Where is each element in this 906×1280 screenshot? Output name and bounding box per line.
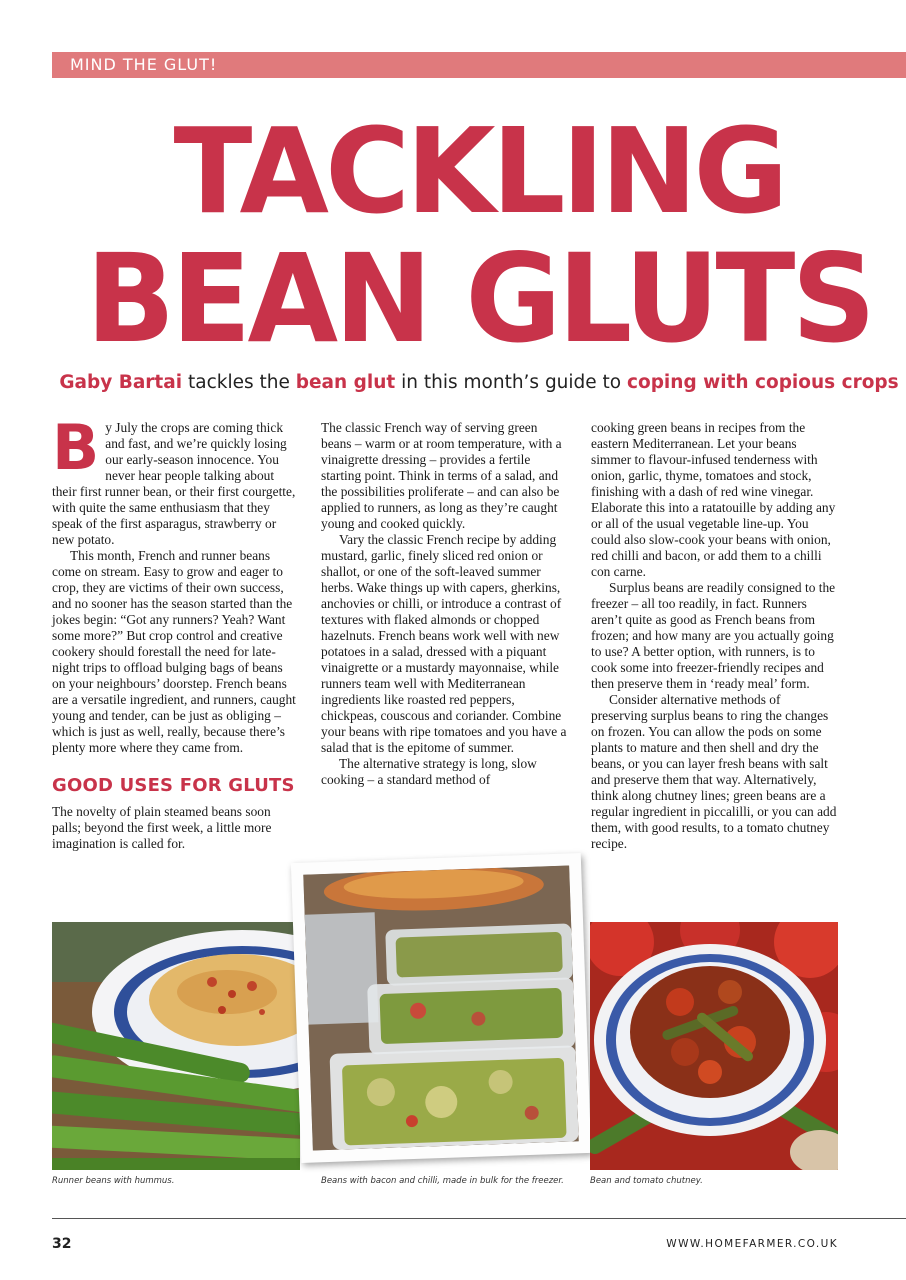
photo-freezer-tubs — [291, 853, 591, 1163]
paragraph-text: y July the crops are coming thick and fast, and we’re quickly losing our early-season innocence. You never hear people talking about their first runner bean, or their first courgette, with quite the same enthusiasm that they speak of the first asparagus, strawberry or new potato. — [52, 420, 296, 547]
body-column-3 — [591, 420, 838, 852]
standfirst-topic: bean glut — [295, 372, 396, 393]
body-paragraph: The classic French way of serving green beans – warm or at room temperature, with a vinaigrette dressing – provides a fertile starting point. Think in terms of a salad, and the possibilities proliferate – and can also be applied to runners, as long as they’re caught young and cooked quickly. — [321, 420, 562, 531]
body-paragraph: The alternative strategy is long, slow cooking – a standard method of — [321, 756, 537, 787]
body-paragraph: Surplus beans are readily consigned to the freezer – all too readily, in fact. Runners aren’t quite as good as French beans from frozen; and how many are you actually going to use? A better option, with runners, is to cook some into freezer-friendly recipes and then preserve them in ‘ready meal’ form. — [591, 580, 836, 691]
page-number: 32 — [52, 1236, 72, 1252]
section-bar — [52, 52, 906, 78]
author-name: Gaby Bartai — [59, 372, 183, 393]
section-label: MIND THE GLUT! — [70, 55, 218, 74]
body-paragraph: Consider alternative methods of preserving surplus beans to ring the changes on frozen. You can allow the pods on some plants to mature and then shell and dry the beans, or you can layer fresh beans with salt and preserve them that way. Alternatively, think along chutney lines; green beans are a regular ingredient in piccalilli, or you can add them, with good results, to a tomato chutney recipe. — [591, 692, 837, 851]
body-paragraph: Vary the classic French recipe by adding mustard, garlic, finely sliced red onion or shallot, or one of the soft-leaved summer herbs. Wake things up with capers, gherkins, anchovies or chilli, or introduce a contrast of textures with flaked almonds or chopped hazelnuts. French beans work well with new potatoes in a salad, dressed with a piquant vinaigrette or a mustardy mayonnaise, while runners team well with Mediterranean ingredients like roasted red peppers, chickpeas, couscous and coriander. Combine your beans with ripe tomatoes and you have a salad that is the epitome of summer. — [321, 532, 567, 755]
caption-photo-3: Bean and tomato chutney. — [590, 1176, 703, 1186]
photo-runner-beans-hummus — [52, 922, 300, 1170]
body-column-2 — [321, 420, 568, 788]
caption-photo-1: Runner beans with hummus. — [52, 1176, 175, 1186]
series-name: coping with copious crops — [627, 372, 899, 393]
headline-line-1: TACKLING — [173, 102, 785, 240]
photo-illustration — [590, 922, 838, 1170]
caption-photo-2: Beans with bacon and chilli, made in bulk for the freezer. — [321, 1176, 564, 1186]
body-paragraph: This month, French and runner beans come on stream. Easy to grow and eager to crop, they are victims of their own success, and no sooner has the season started than the jokes begin: “Got any runners? Yeah? Want some more?” But crop control and creative cookery should forestall the need for late-night trips to offload bulging bags of beans on your neighbours’ doorstep. French beans are a versatile ingredient, and runners, caught young and tender, can be just as obliging – which is just as well, really, because there’s plenty more where they came from. — [52, 548, 296, 755]
photo-bean-tomato-chutney — [590, 922, 838, 1170]
body-column-1 — [52, 411, 296, 852]
body-paragraph: cooking green beans in recipes from the eastern Mediterranean. Let your beans simmer to flavour-infused tenderness with onion, garlic, thyme, tomatoes and stock, finishing with a dash of red wine vinegar. Elaborate this into a ratatouille by adding any or all of the usual vegetable line-up. You could also slow-cook your beans with onion, red chilli and bacon, or add them to a chilli con carne. — [591, 420, 836, 579]
subheading: GOOD USES FOR GLUTS — [52, 775, 295, 796]
drop-cap: B — [52, 411, 100, 484]
footer-divider — [52, 1218, 906, 1219]
body-paragraph — [52, 411, 296, 548]
body-paragraph: The novelty of plain steamed beans soon palls; beyond the first week, a little more imagination is called for. — [52, 804, 272, 851]
standfirst-text-1: tackles the — [182, 372, 296, 393]
headline-line-2: BEAN GLUTS — [85, 228, 873, 370]
standfirst-text-2: in this month’s guide to — [395, 372, 628, 393]
photo-illustration — [303, 865, 578, 1150]
photo-illustration — [52, 922, 300, 1170]
standfirst — [52, 372, 906, 393]
website-url: WWW.HOMEFARMER.CO.UK — [666, 1238, 838, 1250]
